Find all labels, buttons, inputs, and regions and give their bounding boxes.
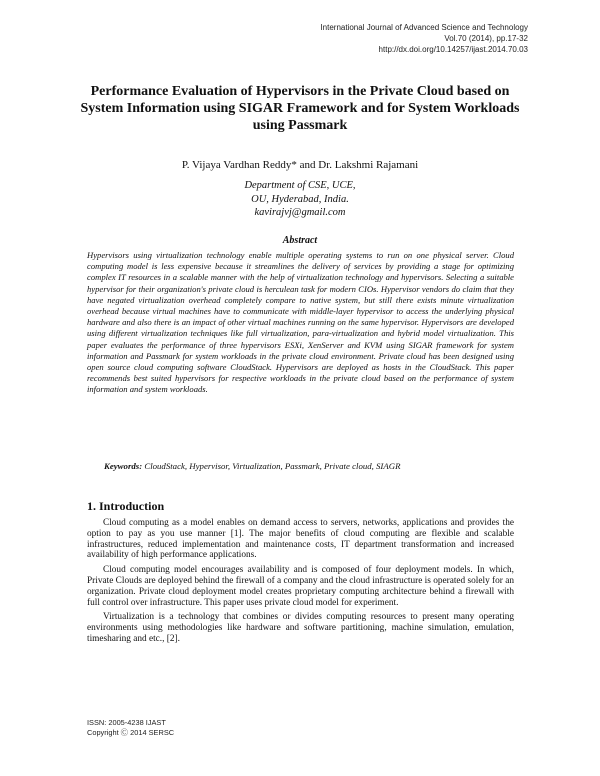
journal-header	[320, 22, 528, 55]
footer-issn: ISSN: 2005-4238 IJAST	[87, 718, 166, 727]
affiliation-location: OU, Hyderabad, India.	[251, 193, 349, 205]
body-paragraph: Cloud computing as a model enables on demand access to servers, networks, applications and provides the option to pay as you use manner [1]. The major benefits of cloud computing are flexible and scalable infrastructures, reduced implementation and maintenance costs, IT department transformation and increased availability of high performance applications.	[87, 518, 514, 561]
paper-authors: P. Vijaya Vardhan Reddy* and Dr. Lakshmi Rajamani	[181, 159, 419, 171]
affiliation-department: Department of CSE, UCE,	[244, 180, 356, 191]
body-paragraph: Virtualization is a technology that combines or divides computing resources to present many operating environments using methodologies like hardware and software partitioning, machine simulation, emulation, timesharing and etc., [2].	[87, 612, 514, 644]
keywords-label: Keywords:	[104, 461, 143, 471]
journal-name: International Journal of Advanced Science and Technology	[320, 23, 528, 32]
section-heading: 1. Introduction	[87, 499, 165, 513]
journal-doi[interactable]: http://dx.doi.org/10.14257/ijast.2014.70.03	[378, 45, 528, 54]
footer-copyright: Copyright Ⓒ 2014 SERSC	[87, 728, 175, 737]
paper-title: Performance Evaluation of Hypervisors in the Private Cloud based on System Information using SIGAR Framework and for System Workloads using Passmark	[80, 84, 520, 133]
keywords	[104, 461, 524, 472]
author-email[interactable]: kavirajvj@gmail.com	[254, 207, 346, 218]
abstract-text: Hypervisors using virtualization technology enable multiple operating systems to run on one physical server. Cloud computing model is less expensive because it streamlines the delivery of services by providing a stage for optimizing complex IT resources in a scalable manner with the help of virtualization technology and hypervisors. Selecting a suitable hypervisor for their organization's private cloud is herculean task for modern CIOs. Hypervisor vendors do claim that they have negated virtualization overhead completely compare to native system, but still there exists minute virtualization overhead because virtual machines have to communicate with middle-layer hypervisor to access the underlying physical hardware and also there is an impact of other virtual machines running on the same hypervisor. Hypervisors are developed using different virtualization techniques like full virtualization, para-virtualization and hybrid model virtualization. This paper evaluates the performance of three hypervisors ESXi, XenServer and KVM using SIGAR framework for system information and Passmark for system workloads in the private cloud environment. Private cloud has been designed using open source cloud computing software CloudStack. Hypervisors are deployed as hosts in the CloudStack. This paper recommends best suited hypervisors for respective workloads in the private cloud based on the performance of system information and system workloads.	[87, 250, 514, 395]
section-body	[87, 518, 514, 649]
page-footer	[87, 718, 174, 738]
keywords-text: CloudStack, Hypervisor, Virtualization, Passmark, Private cloud, SIAGR	[144, 461, 401, 471]
author-affiliation	[70, 179, 530, 220]
body-paragraph: Cloud computing model encourages availability and is composed of four deployment models. In which, Private Clouds are deployed behind the firewall of a company and the cloud infrastructure is operated solely for an organization. Private cloud deployment model creates proprietary computing architecture behind a firewall with full control over infrastructure. This paper uses private cloud model for experiment.	[87, 565, 514, 608]
journal-volume: Vol.70 (2014), pp.17-32	[444, 34, 528, 43]
abstract-heading: Abstract	[282, 235, 318, 246]
